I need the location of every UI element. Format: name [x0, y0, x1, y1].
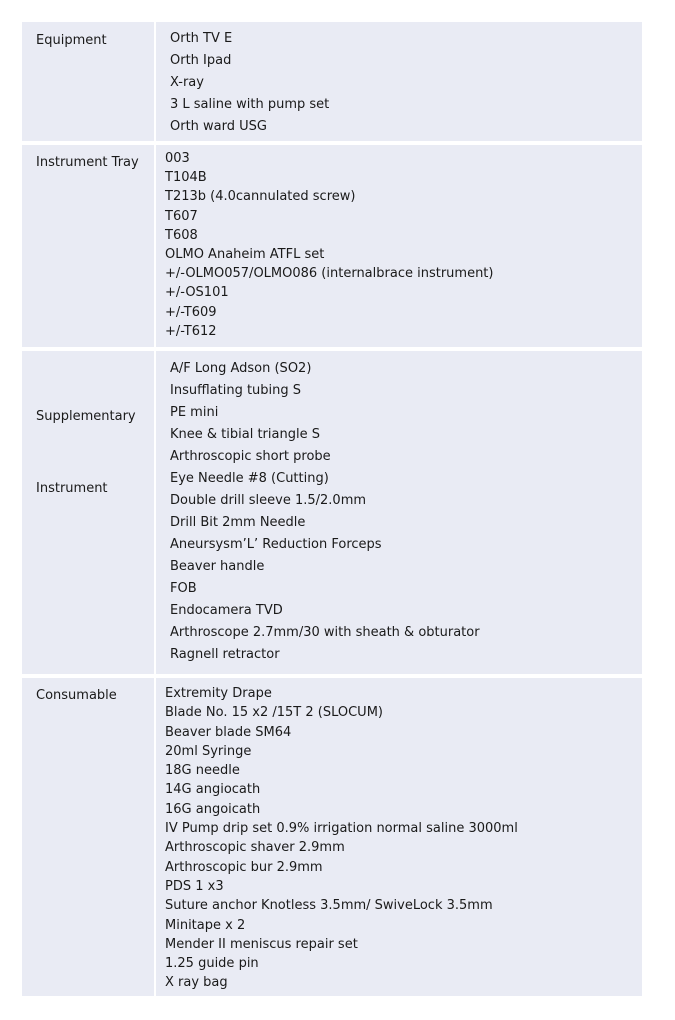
list-item: FOB [170, 581, 197, 596]
row-label: Equipment [36, 33, 107, 48]
list-item: Ragnell retractor [170, 647, 280, 662]
list-item: T607 [165, 208, 198, 224]
table-row-equipment [22, 22, 642, 141]
list-item: PE mini [170, 405, 219, 420]
row-label: Instrument Tray [36, 155, 139, 170]
list-item: T213b (4.0cannulated screw) [165, 189, 356, 205]
list-item: OLMO Anaheim ATFL set [165, 247, 325, 263]
row-label-line: Instrument [36, 481, 108, 496]
row-label [36, 357, 136, 549]
list-item: Knee & tibial triangle S [170, 427, 320, 442]
value-cell [156, 145, 642, 347]
list-item: 20ml Syringe [165, 743, 252, 759]
list-item: +/-T609 [165, 304, 217, 320]
list-item: 3 L saline with pump set [170, 97, 330, 112]
list-item: X ray bag [165, 975, 228, 991]
list-item: Drill Bit 2mm Needle [170, 515, 306, 530]
label-cell [22, 351, 154, 674]
label-cell [22, 22, 154, 141]
table-row-supplementary-instrument [22, 351, 642, 674]
list-item: Eye Needle #8 (Cutting) [170, 471, 329, 486]
list-item: 16G angoicath [165, 801, 261, 817]
list-item: Arthroscopic shaver 2.9mm [165, 840, 345, 856]
value-cell [156, 351, 642, 674]
list-item: A/F Long Adson (SO2) [170, 361, 312, 376]
list-item: Orth ward USG [170, 119, 267, 134]
list-item: Extremity Drape [165, 686, 272, 701]
list-item: Mender II meniscus repair set [165, 936, 358, 952]
list-item: 14G angiocath [165, 782, 261, 798]
value-cell [156, 678, 642, 996]
value-cell [156, 22, 642, 141]
list-item: T608 [165, 227, 198, 243]
list-item: Endocamera TVD [170, 603, 283, 618]
label-cell [22, 145, 154, 347]
list-item: +/-T612 [165, 323, 217, 339]
list-item: +/-OS101 [165, 285, 229, 301]
list-item: X-ray [170, 75, 204, 90]
list-item: 18G needle [165, 763, 240, 779]
item-list [170, 358, 480, 666]
list-item: Orth Ipad [170, 53, 232, 68]
table-row-instrument-tray [22, 145, 642, 347]
list-item: Insufflating tubing S [170, 383, 302, 398]
list-item: Beaver handle [170, 559, 265, 574]
list-item: Minitape x 2 [165, 917, 246, 933]
list-item: Beaver blade SM64 [165, 724, 292, 740]
list-item: Arthroscopic short probe [170, 449, 331, 464]
item-list [170, 28, 329, 138]
table-row-consumable [22, 678, 642, 996]
list-item: T104B [165, 170, 207, 186]
list-item: +/-OLMO057/OLMO086 (internalbrace instrument) [165, 266, 494, 282]
item-list [165, 684, 518, 993]
list-item: Suture anchor Knotless 3.5mm/ SwiveLock 3.5mm [165, 898, 493, 914]
list-item: Arthroscopic bur 2.9mm [165, 859, 323, 875]
list-item: PDS 1 x3 [165, 878, 224, 894]
list-item: Orth TV E [170, 31, 233, 46]
row-label: Consumable [36, 688, 117, 703]
list-item: Blade No. 15 x2 /15T 2 (SLOCUM) [165, 705, 383, 721]
list-item: Arthroscope 2.7mm/30 with sheath & obturator [170, 625, 480, 640]
label-cell [22, 678, 154, 996]
list-item: 003 [165, 151, 190, 166]
list-item: IV Pump drip set 0.9% irrigation normal saline 3000ml [165, 821, 518, 837]
list-item: Aneursysm’L’ Reduction Forceps [170, 537, 382, 552]
list-item: Double drill sleeve 1.5/2.0mm [170, 493, 367, 508]
list-item: 1.25 guide pin [165, 956, 259, 972]
row-label-line: Supplementary [36, 409, 136, 424]
item-list [165, 149, 493, 341]
